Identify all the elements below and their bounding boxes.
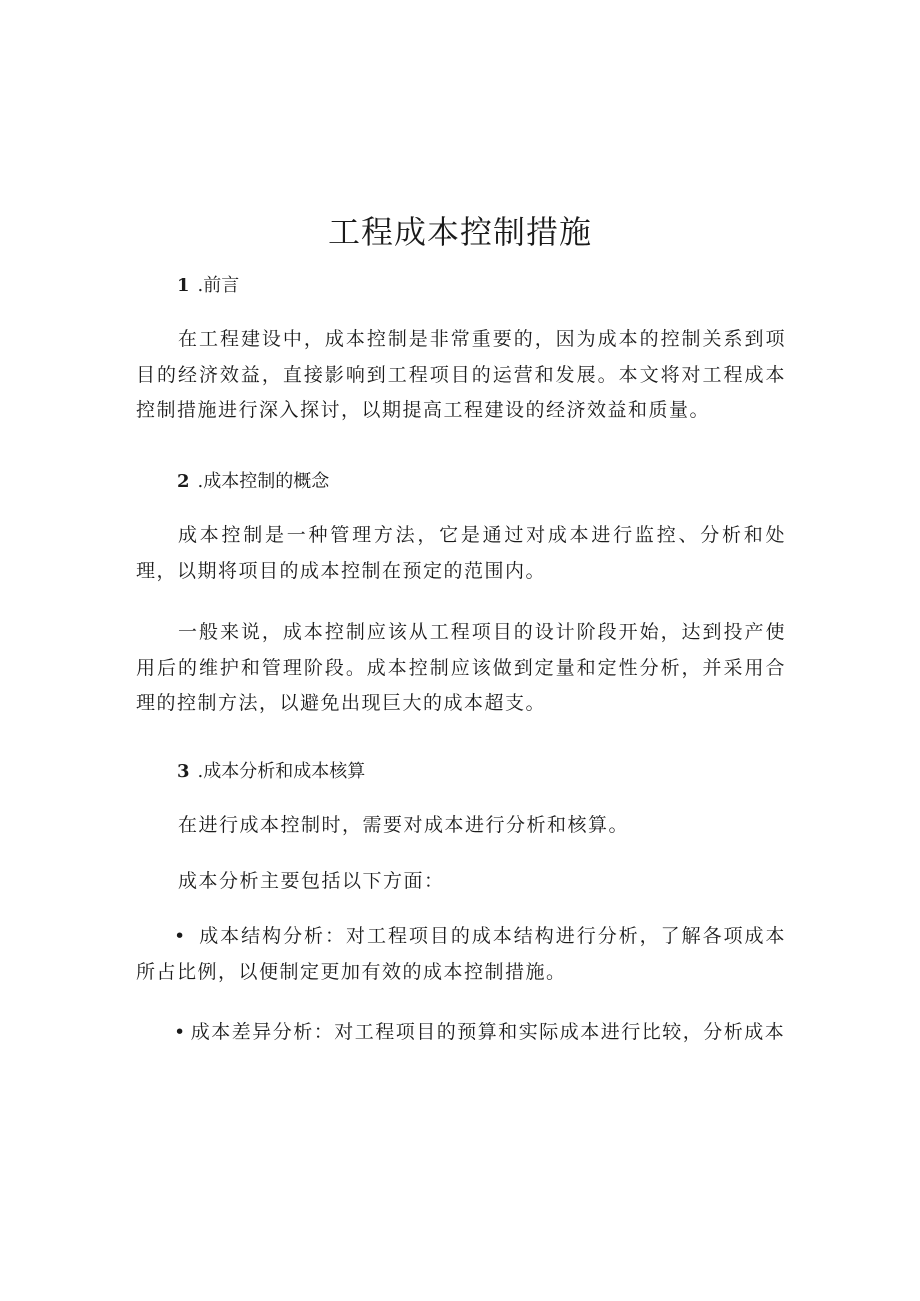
section-heading-2 xyxy=(177,467,329,493)
document-title: 工程成本控制措施 xyxy=(327,213,592,251)
bullet-marker: • xyxy=(174,1021,187,1043)
bullet-item xyxy=(136,919,786,990)
bullet-text: 成本差异分析：对工程项目的预算和实际成本进行比较，分析成本 xyxy=(190,1021,786,1043)
section-number: 3 xyxy=(177,761,190,782)
section-number: 1 xyxy=(177,275,190,296)
bullet-text: 成本结构分析：对工程项目的成本结构进行分析，了解各项成本所占比例，以便制定更加有效的成本控制措施。 xyxy=(136,925,786,983)
bullet-item xyxy=(136,1015,786,1051)
paragraph: 成本控制是一种管理方法，它是通过对成本进行监控、分析和处理，以期将项目的成本控制在预定的范围内。 xyxy=(136,524,786,582)
section-heading-text: .成本分析和成本核算 xyxy=(197,761,366,782)
paragraph: 在工程建设中，成本控制是非常重要的，因为成本的控制关系到项目的经济效益，直接影响到工程项目的运营和发展。本文将对工程成本控制措施进行深入探讨，以期提高工程建设的经济效益和质量。 xyxy=(136,328,786,421)
section-heading-text: .前言 xyxy=(197,275,240,296)
section-heading-1 xyxy=(177,271,239,297)
section-heading-text: .成本控制的概念 xyxy=(197,471,330,492)
paragraph: 一般来说，成本控制应该从工程项目的设计阶段开始，达到投产使用后的维护和管理阶段。成本控制应该做到定量和定性分析，并采用合理的控制方法，以避免出现巨大的成本超支。 xyxy=(136,621,786,714)
section-number: 2 xyxy=(177,471,190,492)
paragraph: 成本分析主要包括以下方面： xyxy=(178,870,445,892)
bullet-marker: • xyxy=(174,925,187,947)
paragraph: 在进行成本控制时，需要对成本进行分析和核算。 xyxy=(178,814,630,836)
section-heading-3 xyxy=(177,757,365,783)
